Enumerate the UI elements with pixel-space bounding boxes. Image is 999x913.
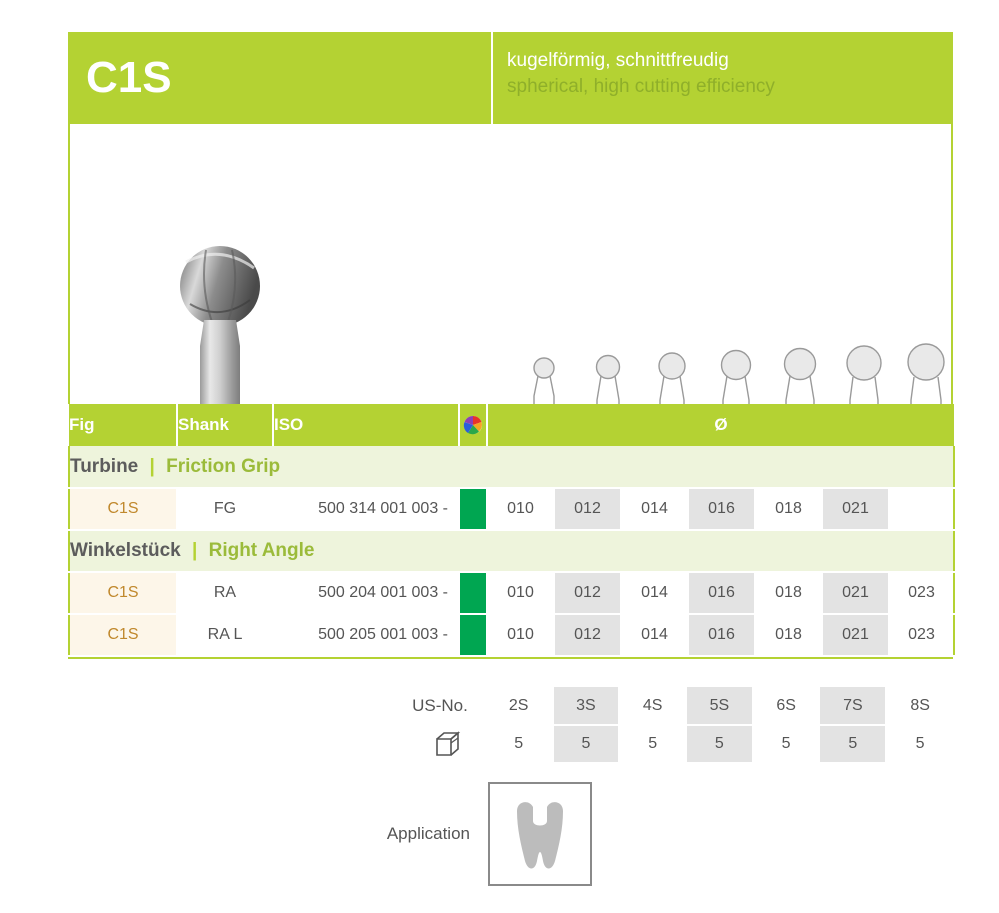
cell-size[interactable]: 021 <box>822 572 889 614</box>
product-image-band <box>68 124 953 404</box>
header-description <box>493 32 953 124</box>
group-label-en: Right Angle <box>208 540 315 561</box>
us-number-block <box>68 687 953 764</box>
group-header-turbine <box>69 446 954 488</box>
pack-quantity-row <box>68 725 953 763</box>
cell-pack-quantity: 5 <box>686 725 753 763</box>
cell-pack-quantity: 5 <box>553 725 620 763</box>
cell-size[interactable]: 010 <box>487 572 554 614</box>
cell-size[interactable]: 010 <box>487 614 554 656</box>
cell-shank: RA L <box>177 614 273 656</box>
bur-large-image <box>160 242 280 404</box>
group-header-right-angle <box>69 530 954 572</box>
column-header-fig: Fig <box>69 404 177 446</box>
bur-size-row <box>510 342 950 404</box>
column-header-iso: ISO <box>273 404 459 446</box>
group-separator: | <box>149 455 155 477</box>
cell-pack-quantity: 5 <box>619 725 686 763</box>
cell-size[interactable]: 021 <box>822 488 889 530</box>
cell-us-number: 2S <box>486 687 553 725</box>
cell-us-number: 4S <box>619 687 686 725</box>
cell-color-swatch <box>459 488 487 530</box>
cell-size[interactable]: 014 <box>621 572 688 614</box>
cell-size[interactable]: 016 <box>688 614 755 656</box>
cell-size[interactable]: 012 <box>554 572 621 614</box>
cell-shank: RA <box>177 572 273 614</box>
cell-size[interactable]: 012 <box>554 488 621 530</box>
cell-pack-quantity: 5 <box>486 725 553 763</box>
cell-size[interactable]: 018 <box>755 572 822 614</box>
group-label-en: Friction Grip <box>166 455 281 477</box>
table-row[interactable] <box>69 572 954 614</box>
cell-color-swatch <box>459 572 487 614</box>
us-number-row <box>68 687 953 725</box>
table-row[interactable] <box>69 614 954 656</box>
cell-us-number: 5S <box>686 687 753 725</box>
group-label-de: Winkelstück <box>70 540 181 561</box>
column-header-shank: Shank <box>177 404 273 446</box>
header-fig-area <box>68 32 493 124</box>
cell-size[interactable]: 023 <box>889 572 954 614</box>
specification-table <box>68 404 955 657</box>
cell-iso: 500 205 001 003 - <box>273 614 459 656</box>
cell-size[interactable]: 016 <box>688 488 755 530</box>
cell-fig: C1S <box>69 614 177 656</box>
cell-size[interactable]: 016 <box>688 572 755 614</box>
cell-pack-quantity: 5 <box>819 725 886 763</box>
column-header-diameter: Ø <box>487 404 954 446</box>
cell-us-number: 8S <box>886 687 953 725</box>
table-row[interactable] <box>69 488 954 530</box>
cell-fig: C1S <box>69 572 177 614</box>
cell-size[interactable]: 021 <box>822 614 889 656</box>
group-label-de: Turbine <box>70 455 139 477</box>
cell-shank: FG <box>177 488 273 530</box>
cell-size[interactable]: 023 <box>889 614 954 656</box>
header <box>68 32 953 124</box>
box-icon <box>68 725 486 763</box>
table-bottom-border <box>68 657 953 659</box>
cell-us-number: 3S <box>553 687 620 725</box>
application-label: Application <box>386 824 470 843</box>
cell-size[interactable]: 012 <box>554 614 621 656</box>
color-wheel-icon <box>459 404 487 446</box>
cell-us-number: 6S <box>753 687 820 725</box>
cell-size-empty <box>889 488 954 530</box>
group-separator: | <box>191 540 198 561</box>
cell-size[interactable]: 018 <box>755 614 822 656</box>
cell-size[interactable]: 014 <box>621 614 688 656</box>
cell-iso: 500 314 001 003 - <box>273 488 459 530</box>
cell-us-number: 7S <box>819 687 886 725</box>
us-number-label: US-No. <box>68 687 486 725</box>
cell-size[interactable]: 010 <box>487 488 554 530</box>
cell-iso: 500 204 001 003 - <box>273 572 459 614</box>
cell-color-swatch <box>459 614 487 656</box>
cell-pack-quantity: 5 <box>886 725 953 763</box>
cell-size[interactable]: 014 <box>621 488 688 530</box>
application-block <box>68 782 953 886</box>
cell-pack-quantity: 5 <box>753 725 820 763</box>
table-header-row <box>69 404 954 446</box>
description-german: kugelförmig, schnittfreudig <box>507 50 729 71</box>
tooth-icon <box>503 795 577 873</box>
application-image-box <box>488 782 592 886</box>
cell-size[interactable]: 018 <box>755 488 822 530</box>
page-title: C1S <box>86 53 172 102</box>
product-sheet <box>68 32 953 886</box>
description-english: spherical, high cutting efficiency <box>507 76 775 98</box>
cell-fig: C1S <box>69 488 177 530</box>
